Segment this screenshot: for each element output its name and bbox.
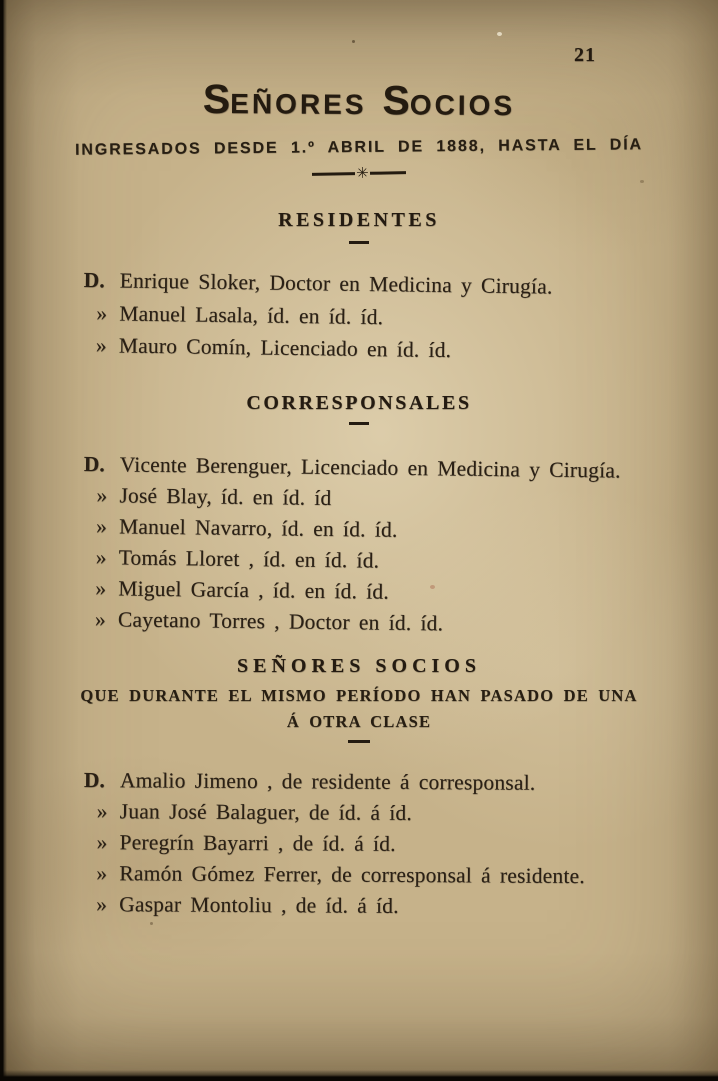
entry-marker: D. xyxy=(83,767,105,793)
divider-line xyxy=(370,171,406,174)
section-heading-corresponsales: CORRESPONSALES xyxy=(246,392,472,414)
entry-marker: » xyxy=(96,830,108,855)
paper-speck xyxy=(352,40,355,43)
entry-text: José Blay, íd. en íd. íd xyxy=(119,483,332,511)
entry-marker: » xyxy=(95,333,107,358)
title-word xyxy=(382,77,516,124)
heading-dash xyxy=(349,241,369,244)
title-word-initial: S xyxy=(202,75,231,123)
paper-speck xyxy=(640,180,644,183)
entry-text: Vicente Berenguer, Licenciado en Medicina y Cirugía. xyxy=(119,452,621,483)
list-item xyxy=(84,796,698,831)
residentes-list xyxy=(83,264,698,370)
section-heading-residentes: RESIDENTES xyxy=(278,209,440,231)
entry-text: Manuel Lasala, íd. en íd. íd. xyxy=(119,300,384,329)
section-subheading-line2: Á OTRA CLASE xyxy=(286,712,432,731)
entry-text: Gaspar Montoliu , de íd. á íd. xyxy=(119,892,399,918)
divider-line xyxy=(312,172,355,175)
scan-edge-bottom xyxy=(0,1070,718,1081)
heading-dash xyxy=(348,740,370,743)
cambio-clase-list xyxy=(83,765,698,924)
entry-text: Ramón Gómez Ferrer, de corresponsal á residente. xyxy=(119,861,585,889)
section-heading-senores-socios: SEÑORES SOCIOS xyxy=(237,655,481,677)
entry-marker: D. xyxy=(83,451,105,477)
entry-text: Amalio Jimeno , de residente á corresponsal. xyxy=(119,768,536,795)
list-item xyxy=(82,604,696,642)
title-word xyxy=(202,75,367,123)
entry-marker: » xyxy=(95,576,107,601)
page-title xyxy=(0,77,718,123)
scan-edge-left xyxy=(0,0,7,1081)
list-item xyxy=(83,889,697,924)
list-item xyxy=(84,765,698,800)
entry-text: Peregrín Bayarri , de íd. á íd. xyxy=(119,830,396,856)
entry-text: Enrique Sloker, Doctor en Medicina y Cirugía. xyxy=(119,268,553,299)
title-word-rest: OCIOS xyxy=(409,89,516,122)
ornament-divider xyxy=(0,160,718,188)
entry-text: Mauro Comín, Licenciado en íd. íd. xyxy=(118,333,452,363)
entry-text: Cayetano Torres , Doctor en íd. íd. xyxy=(117,607,444,636)
title-word-rest: EÑORES xyxy=(230,88,367,121)
list-item xyxy=(83,858,697,893)
heading-dash xyxy=(349,422,369,425)
entry-text: Juan José Balaguer, de íd. á íd. xyxy=(119,799,413,826)
corresponsales-list xyxy=(82,449,698,642)
entry-marker: » xyxy=(95,514,107,539)
entry-text: Miguel García , íd. en íd. íd. xyxy=(118,576,390,604)
page-subtitle: INGRESADOS DESDE 1.º ABRIL DE 1888, HASTA EL DÍA xyxy=(74,136,644,159)
entry-marker: » xyxy=(96,892,107,917)
entry-text: Tomás Lloret , íd. en íd. íd. xyxy=(118,545,380,573)
section-subheading-line1: QUE DURANTE EL MISMO PERÍODO HAN PASADO DE UNA xyxy=(80,686,638,705)
paper-speck xyxy=(150,922,153,925)
entry-marker: D. xyxy=(83,267,105,293)
entry-marker: » xyxy=(96,861,108,886)
asterisk-ornament-icon: ✳ xyxy=(356,163,369,183)
entry-marker: » xyxy=(96,799,108,824)
entry-text: Manuel Navarro, íd. en íd. íd. xyxy=(118,514,398,542)
entry-marker: » xyxy=(94,607,106,632)
list-item xyxy=(83,827,697,862)
entry-marker: » xyxy=(95,545,107,570)
entry-marker: » xyxy=(96,300,108,325)
paper-speck xyxy=(497,32,502,36)
entry-marker: » xyxy=(96,483,108,508)
page-number: 21 xyxy=(574,44,596,66)
title-word-initial: S xyxy=(382,77,411,124)
